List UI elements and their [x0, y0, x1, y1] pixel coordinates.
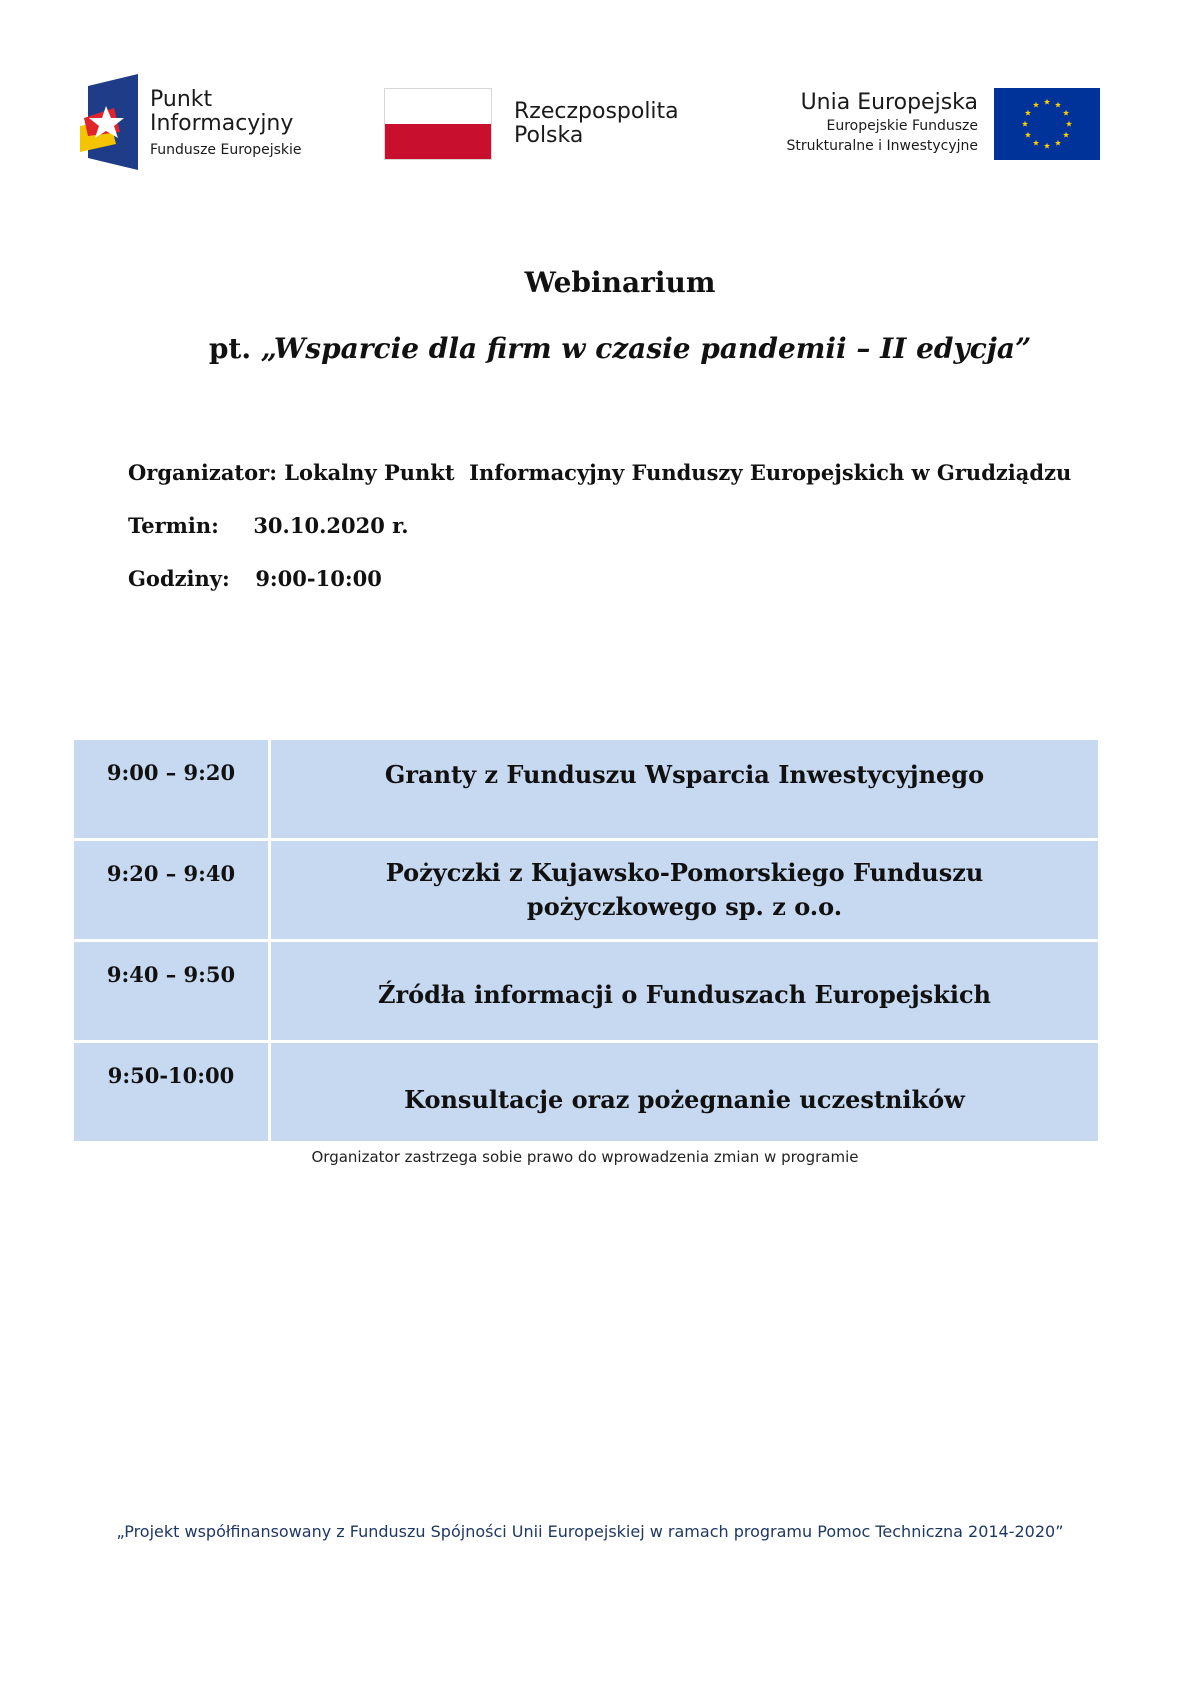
eu-star-icon: [1025, 110, 1031, 116]
schedule-topic: Granty z Funduszu Wsparcia Inwestycyjnego: [271, 740, 1098, 838]
ue-logo-sub2: Strukturalne i Inwestycyjne: [786, 138, 978, 154]
eu-star-icon: [1033, 102, 1039, 108]
schedule-row: [74, 740, 1098, 838]
subtitle-prefix: pt.: [208, 332, 261, 365]
eu-star-icon: [1055, 102, 1061, 108]
hours-value: 9:00-10:00: [255, 566, 382, 591]
eu-star-icon: [1063, 132, 1069, 138]
schedule-topic: Pożyczki z Kujawsko-Pomorskiego Funduszu pożyczkowego sp. z o.o.: [271, 841, 1098, 939]
hours-label: Godziny:: [128, 566, 230, 591]
hours-line: [128, 566, 382, 591]
schedule-time: 9:50-10:00: [74, 1043, 268, 1141]
schedule-time: 9:20 – 9:40: [74, 841, 268, 939]
punkt-informacyjny-logo: [80, 74, 320, 170]
punkt-logo-line3: Fundusze Europejskie: [150, 142, 302, 158]
organizer-value: Lokalny Punkt Informacyjny Funduszy Europejskich w Grudziądzu: [284, 460, 1072, 485]
rp-logo-line1: Rzeczpospolita: [514, 99, 679, 124]
subtitle-quoted: „Wsparcie dla firm w czasie pandemii – II edycja”: [260, 332, 1032, 365]
punkt-logo-line1: Punkt: [150, 87, 213, 112]
schedule-table: [74, 740, 1098, 1144]
eu-star-icon: [1022, 121, 1028, 127]
term-label: Termin:: [128, 513, 219, 538]
organizer-label: Organizator:: [128, 460, 277, 485]
unia-europejska-text: [787, 90, 978, 156]
punkt-informacyjny-emblem-icon: [80, 74, 138, 170]
eu-star-icon: [1044, 99, 1050, 105]
eu-star-icon: [1044, 143, 1050, 149]
schedule-row: [74, 942, 1098, 1040]
term-line: [128, 513, 409, 538]
organizer-line: [128, 460, 1071, 485]
rzeczpospolita-polska-text: [514, 100, 679, 148]
rp-logo-line2: Polska: [514, 123, 584, 148]
unia-europejska-logo: [750, 88, 1100, 162]
schedule-time: 9:00 – 9:20: [74, 740, 268, 838]
schedule-topic: Konsultacje oraz pożegnanie uczestników: [271, 1043, 1098, 1141]
document-subtitle: [0, 332, 1200, 365]
schedule-row: [74, 1043, 1098, 1141]
eu-star-icon: [1063, 110, 1069, 116]
cofinancing-footer: „Projekt współfinansowany z Funduszu Spójności Unii Europejskiej w ramach programu Pomoc Techniczna 2014-2020”: [116, 1522, 1064, 1541]
document-title: Webinarium: [524, 266, 716, 299]
ue-logo-sub1: Europejskie Fundusze: [826, 118, 978, 134]
punkt-logo-line2: Informacyjny: [150, 111, 294, 136]
program-change-note: Organizator zastrzega sobie prawo do wprowadzenia zmian w programie: [311, 1148, 859, 1166]
schedule-row: [74, 841, 1098, 939]
eu-star-icon: [1066, 121, 1072, 127]
ue-logo-title: Unia Europejska: [800, 90, 978, 115]
punkt-informacyjny-text: [150, 88, 302, 160]
rzeczpospolita-polska-logo: [384, 88, 714, 162]
term-value: 30.10.2020 r.: [253, 513, 409, 538]
schedule-time: 9:40 – 9:50: [74, 942, 268, 1040]
eu-star-icon: [1033, 140, 1039, 146]
eu-star-icon: [1055, 140, 1061, 146]
eu-flag-icon: [994, 88, 1100, 160]
schedule-topic: Źródła informacji o Funduszach Europejskich: [271, 942, 1098, 1040]
polish-flag-icon: [384, 88, 492, 160]
eu-star-icon: [1025, 132, 1031, 138]
